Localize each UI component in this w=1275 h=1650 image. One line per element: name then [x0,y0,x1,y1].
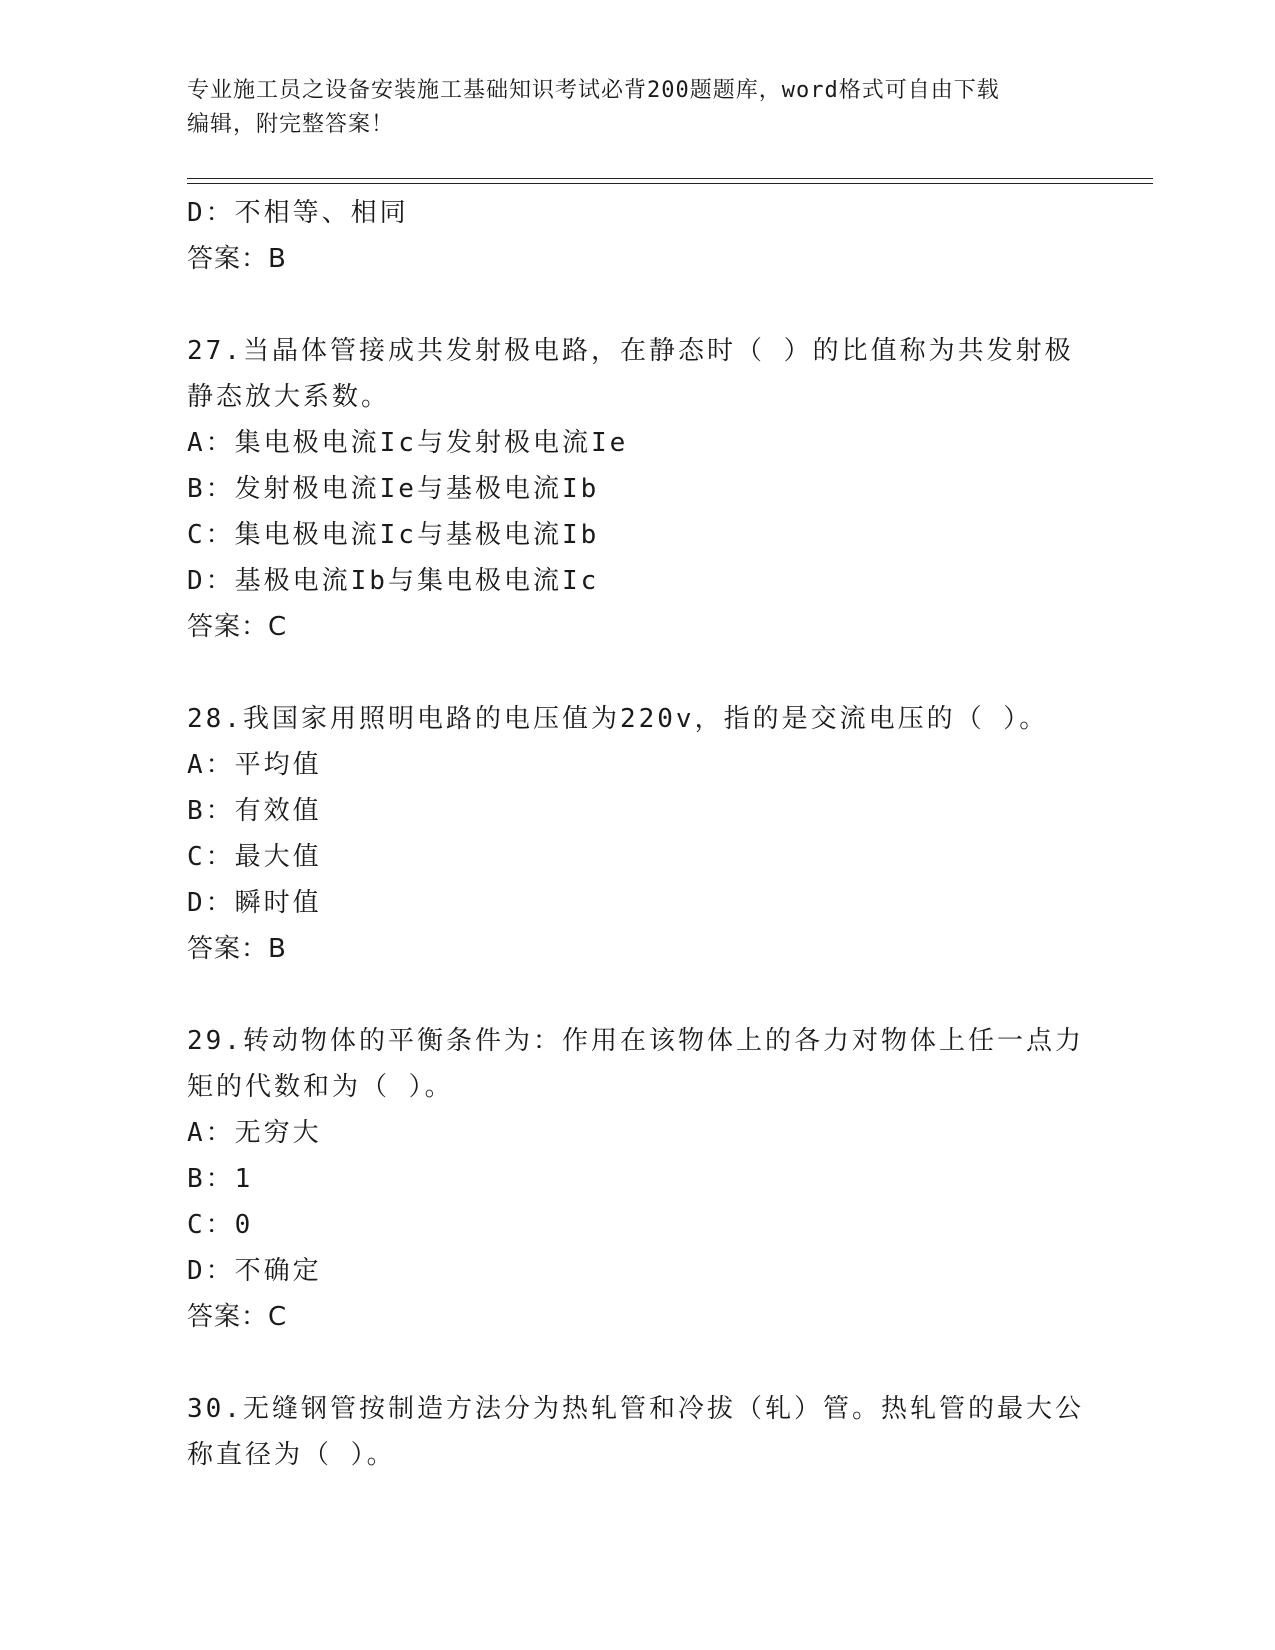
option-a: A：集电极电流Ic与发射极电流Ie [187,428,629,458]
spacer [187,1340,1087,1386]
question-stem-line-2: 称直径为（ ）。 [187,1440,396,1470]
header-divider-top [187,178,1153,179]
question-28 [187,696,1087,972]
prev-question-option-d: D：不相等、相同 [187,198,409,228]
option-d: D：基极电流Ib与集电极电流Ic [187,566,600,596]
answer: 答案：C [187,1302,288,1332]
header-title-line-2: 编辑，附完整答案！ [187,112,395,137]
option-a: A：无穷大 [187,1118,322,1148]
option-b: B：1 [187,1164,254,1194]
prev-question-answer: 答案：B [187,244,287,274]
question-stem-line-2: 静态放大系数。 [187,382,391,412]
option-b: B：有效值 [187,796,322,826]
question-29 [187,1018,1087,1340]
spacer [187,972,1087,1018]
option-d: D：瞬时值 [187,888,322,918]
question-stem-line-1: 27.当晶体管接成共发射极电路，在静态时（ ）的比值称为共发射极 [187,336,1074,366]
header-title-line-1: 专业施工员之设备安装施工基础知识考试必背200题题库，word格式可自由下载 [187,78,1000,103]
document-header [187,74,1087,142]
option-c: C：0 [187,1210,254,1240]
option-b: B：发射极电流Ie与基极电流Ib [187,474,600,504]
question-stem-line-1: 28.我国家用照明电路的电压值为220v，指的是交流电压的（ ）。 [187,704,1049,734]
question-stem-line-1: 29.转动物体的平衡条件为：作用在该物体上的各力对物体上任一点力 [187,1026,1084,1056]
answer: 答案：C [187,612,288,642]
answer: 答案：B [187,934,287,964]
question-30 [187,1386,1087,1478]
option-c: C：集电极电流Ic与基极电流Ib [187,520,600,550]
spacer [187,282,1087,328]
option-a: A：平均值 [187,750,322,780]
question-content [187,190,1087,1478]
header-divider-bottom [187,183,1153,184]
spacer [187,650,1087,696]
option-c: C：最大值 [187,842,322,872]
question-stem-line-2: 矩的代数和为（ ）。 [187,1072,454,1102]
option-d: D：不确定 [187,1256,322,1286]
question-27 [187,328,1087,650]
question-stem-line-1: 30.无缝钢管按制造方法分为热轧管和冷拔（轧）管。热轧管的最大公 [187,1394,1084,1424]
